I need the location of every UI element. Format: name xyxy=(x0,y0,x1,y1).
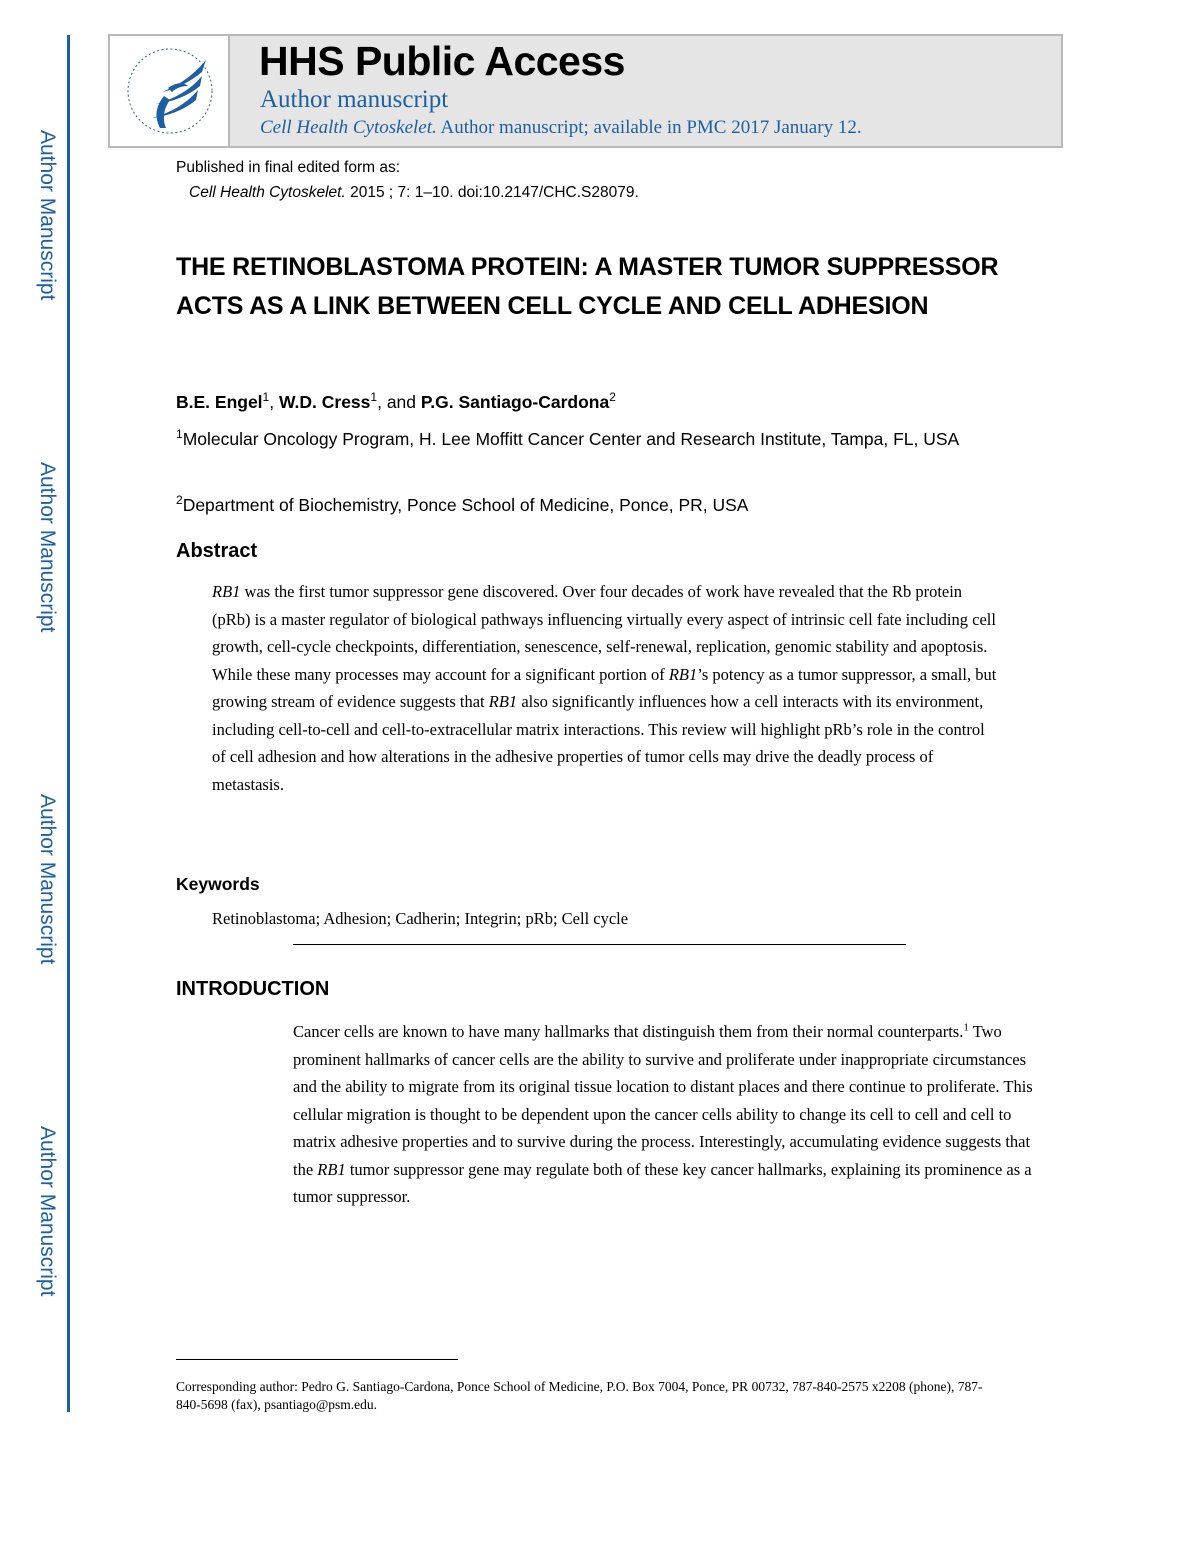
sidebar-label: Author Manuscript xyxy=(36,462,59,633)
author-manuscript-label: Author manuscript xyxy=(260,86,449,113)
author-name: B.E. Engel xyxy=(176,391,263,412)
title-cell xyxy=(230,36,1061,146)
citation-line xyxy=(176,180,639,205)
citation-details: 2015 ; 7: 1–10. doi:10.2147/CHC.S28079. xyxy=(350,184,639,201)
abstract-heading: Abstract xyxy=(176,540,258,562)
reference-mark: 1 xyxy=(963,1021,969,1034)
author-affiliation-mark: 1 xyxy=(262,390,270,404)
published-label: Published in final edited form as: xyxy=(176,159,401,176)
section-divider xyxy=(293,944,906,945)
hhs-header xyxy=(108,34,1063,148)
journal-name: Cell Health Cytoskelet. xyxy=(260,117,437,138)
publication-info xyxy=(176,155,639,205)
article-title: THE RETINOBLASTOMA PROTEIN: A MASTER TUMOR SUPPRESSOR ACTS AS A LINK BETWEEN CELL CYCLE AND CELL ADHESION xyxy=(176,253,999,320)
keywords-list: Retinoblastoma; Adhesion; Cadherin; Integrin; pRb; Cell cycle xyxy=(212,909,629,928)
availability-line xyxy=(260,117,862,139)
availability-text: Author manuscript; available in PMC 2017 January 12. xyxy=(440,117,862,138)
author-name: P.G. Santiago-Cardona xyxy=(420,391,610,412)
hhs-eagle-seal-icon xyxy=(110,36,228,146)
sidebar-rule xyxy=(67,35,70,1412)
sidebar-label: Author Manuscript xyxy=(36,130,59,301)
sidebar-label: Author Manuscript xyxy=(36,1126,59,1297)
hhs-public-access-title: HHS Public Access xyxy=(259,38,625,84)
keywords-heading: Keywords xyxy=(176,874,260,894)
affiliation: $^2$Department of Biochemistry, Ponce School of Medicine, Ponce, PR, USA xyxy=(176,493,749,515)
abstract-body: RB1 was the first tumor suppressor gene discovered. Over four decades of work have revealed that the Rb protein (pRb) is a master regulator of biological pathways influencing virtually every aspect of intrinsic cell fate including cell growth, cell-cycle checkpoints, differentiation, senescence, self-renewal, replication, genomic stability and apoptosis. While these many processes may account for a significant portion of RB1’s potency as a tumor suppressor, a small, but growing stream of evidence suggests that RB1 also significantly influences how a cell interacts with its environment, including cell-to-cell and cell-to-extracellular matrix interactions. This review will highlight pRb’s role in the control of cell adhesion and how alterations in the adhesive properties of tumor cells may drive the deadly process of metastasis. xyxy=(212,582,997,794)
introduction-heading: INTRODUCTION xyxy=(176,978,330,1000)
introduction-body: Cancer cells are known to have many hallmarks that distinguish them from their normal counterparts.$^1$ Two prominent hallmarks of cancer cells are the ability to survive and proliferate under inappropriate circumstances and the ability to migrate from its original tissue location to distant places and there continue to proliferate. This cellular migration is thought to be dependent upon the cancer cells ability to change its cell to cell and cell to matrix adhesive properties and to survive during the process. Interestingly, accumulating evidence suggests that the RB1 tumor suppressor gene may regulate both of these key cancer hallmarks, explaining its prominence as a tumor suppressor. xyxy=(293,1021,1033,1206)
author-affiliation-mark: 1 xyxy=(370,390,378,404)
sidebar-label: Author Manuscript xyxy=(36,794,59,965)
corresponding-author-footnote: Corresponding author: Pedro G. Santiago-Cardona, Ponce School of Medicine, P.O. Box 7004, Ponce, PR 00732, 787-840-2575 x2208 (phone), 787-840-5698 (fax), psantiago@psm.edu. xyxy=(176,1379,983,1412)
author-name: W.D. Cress xyxy=(278,391,371,412)
author-list: B.E. Engel$^1$, W.D. Cress$^1$, and P.G. Santiago-Cardona$^2$ xyxy=(176,390,616,412)
citation-journal: Cell Health Cytoskelet. xyxy=(189,184,346,201)
footnote-divider xyxy=(176,1359,458,1360)
logo-cell xyxy=(110,36,230,146)
affiliation: $^1$Molecular Oncology Program, H. Lee Moffitt Cancer Center and Research Institute, Tampa, FL, USA xyxy=(176,427,960,449)
author-affiliation-mark: 2 xyxy=(609,390,616,404)
